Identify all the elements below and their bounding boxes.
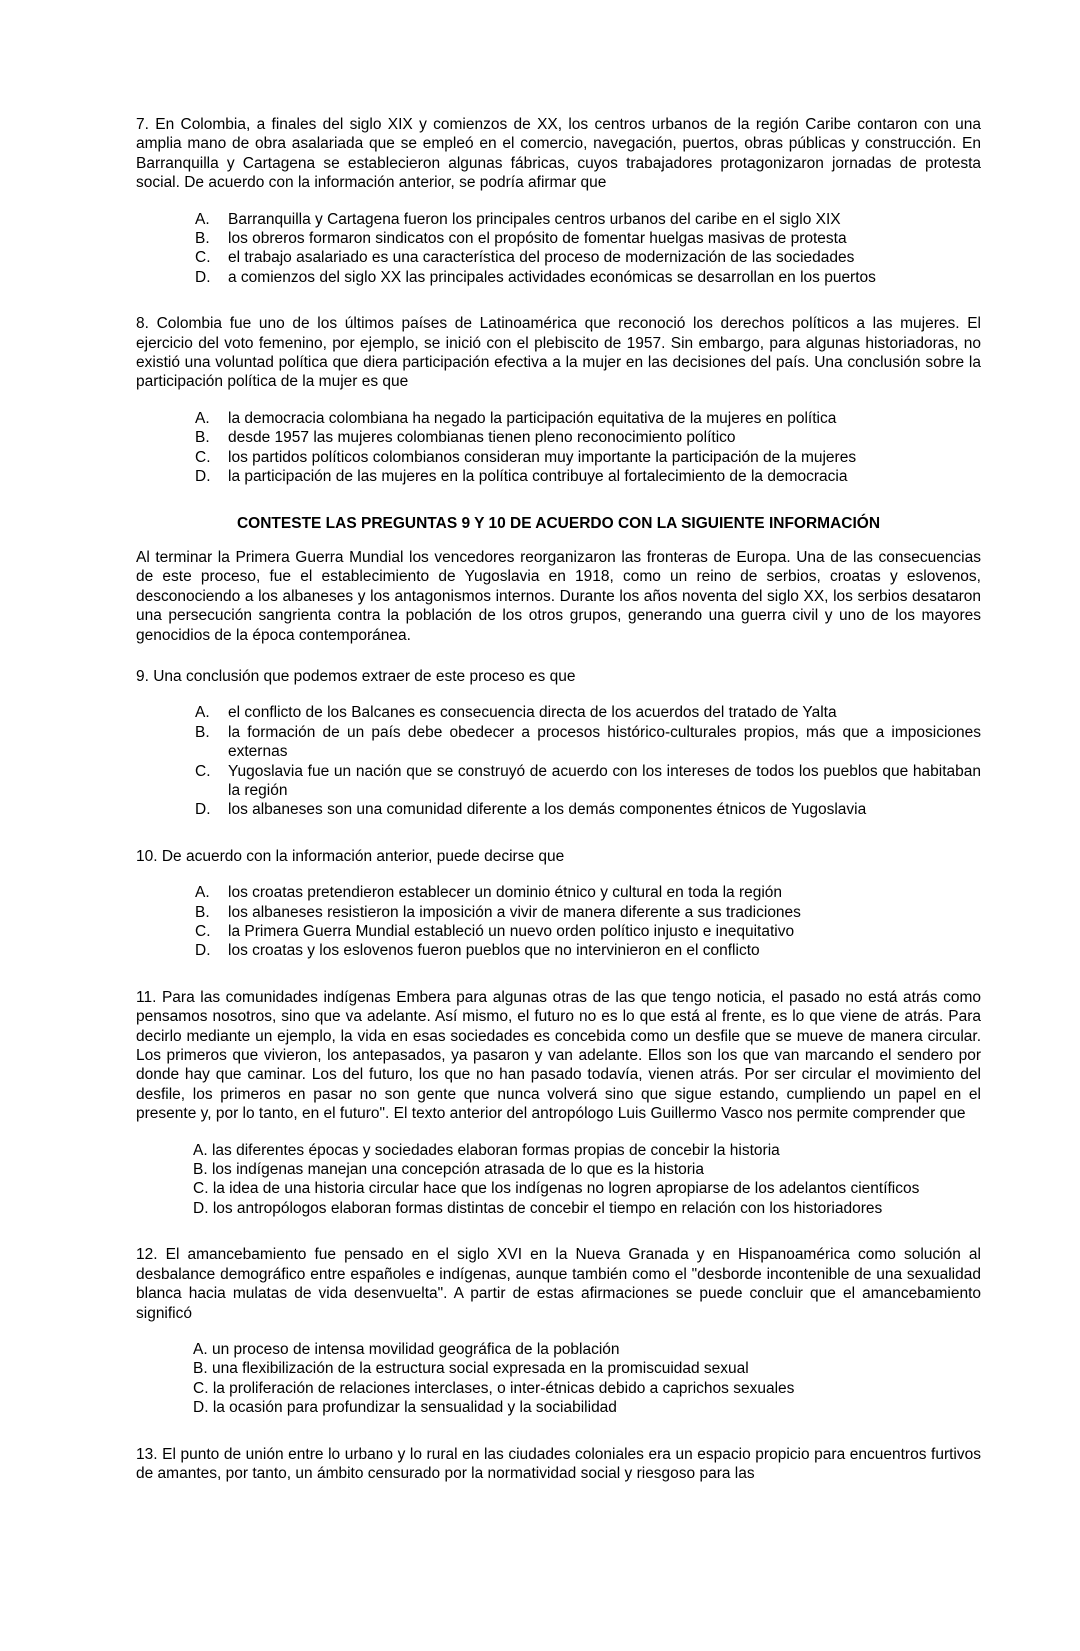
- option-letter: C.: [195, 448, 211, 466]
- option-item: [193, 1199, 981, 1218]
- option-item: [193, 1179, 981, 1198]
- option-text: Yugoslavia fue un nación que se construyó de acuerdo con los intereses de todos los pueblos que habitaban la región: [228, 762, 981, 799]
- option-item: [193, 1160, 981, 1179]
- option-letter: A.: [195, 210, 210, 228]
- option-text: la Primera Guerra Mundial estableció un nuevo orden político injusto e inequitativo: [228, 923, 795, 940]
- option-item: [195, 210, 981, 229]
- option-item: [195, 467, 981, 486]
- option-text: a comienzos del siglo XX las principales actividades económicas se desarrollan en los puertos: [228, 268, 876, 286]
- option-text: un proceso de intensa movilidad geográfica de la población: [211, 1340, 620, 1358]
- question-stem: 10. De acuerdo con la información anterior, puede decirse que: [136, 847, 565, 865]
- option-text: la idea de una historia circular hace que los indígenas no logren apropiarse de los adelantos científicos: [212, 1180, 920, 1198]
- question-block-12: [136, 1245, 981, 1417]
- option-item: [195, 903, 981, 922]
- exam-content: [136, 115, 981, 1483]
- option-letter: A.: [193, 1141, 208, 1159]
- option-text: los antropólogos elaboran formas distintas de concebir el tiempo en relación con los historiadores: [212, 1199, 883, 1217]
- option-letter: C.: [195, 923, 211, 940]
- option-item: [195, 883, 981, 902]
- option-letter: B.: [193, 1360, 208, 1378]
- option-letter: C.: [193, 1180, 209, 1198]
- option-text: las diferentes épocas y sociedades elaboran formas propias de concebir la historia: [211, 1141, 780, 1159]
- option-item: [195, 409, 981, 428]
- question-block-7: [136, 115, 981, 287]
- option-letter: B.: [195, 723, 210, 741]
- question-block-8: [136, 314, 981, 486]
- option-letter: D.: [195, 801, 211, 819]
- option-text: la proliferación de relaciones interclases, o inter-étnicas debido a caprichos sexuales: [212, 1379, 795, 1397]
- question-stem: 8. Colombia fue uno de los últimos países de Latinoamérica que reconoció los derechos políticos a las mujeres. El ejercicio del voto femenino, por ejemplo, se inició con el plebiscito de 1957. Sin embargo, para algunas historiadoras, no existió una voluntad política que diera participación efectiva a la mujer en las decisiones del país. Una conclusión sobre la participación política de la mujer es que: [136, 315, 981, 391]
- option-item: [195, 428, 981, 447]
- option-item: [195, 268, 981, 287]
- option-letter: D.: [193, 1399, 209, 1417]
- option-letter: B.: [195, 230, 210, 248]
- option-letter: A.: [193, 1340, 208, 1358]
- question-block-11: [136, 988, 981, 1218]
- option-item: [195, 762, 981, 801]
- option-text: los indígenas manejan una concepción atrasada de lo que es la historia: [211, 1161, 704, 1179]
- option-letter: B.: [195, 903, 210, 921]
- question-stem: 7. En Colombia, a finales del siglo XIX y comienzos de XX, los centros urbanos de la región Caribe contaron con una amplia mano de obra asalariada que se empleó en el comercio, navegación, puertos, obras públicas y construcción. En Barranquilla y Cartagena se establecieron algunas fábricas, cuyos trabajadores protagonizaron jornadas de protesta social. De acuerdo con la información anterior, se podría afirmar que: [136, 116, 981, 192]
- question-stem: 12. El amancebamiento fue pensado en el siglo XVI en la Nueva Granada y en Hispanoamérica como solución al desbalance demográfico entre españoles e indígenas, aunque también como el "desborde incontenible de una sexualidad blanca hacia mulatas de vida desenvuelta". A partir de estas afirmaciones se puede concluir que el amancebamiento significó: [136, 1246, 981, 1322]
- option-item: [195, 248, 981, 267]
- question-13-partial: 13. El punto de unión entre lo urbano y lo rural en las ciudades coloniales era un espacio propicio para encuentros furtivos de amantes, por tanto, un ámbito censurado por la normatividad social y riesgoso para las: [136, 1445, 981, 1482]
- option-item: [195, 703, 981, 722]
- option-text: la formación de un país debe obedecer a procesos histórico-culturales propios, más que a imposiciones externas: [228, 723, 981, 761]
- option-letter: D.: [193, 1199, 209, 1217]
- option-item: [195, 941, 981, 960]
- option-item: [195, 448, 981, 467]
- options-list: [136, 1141, 981, 1219]
- option-text: los croatas pretendieron establecer un dominio étnico y cultural en toda la región: [228, 884, 783, 902]
- section-header: CONTESTE LAS PREGUNTAS 9 Y 10 DE ACUERDO CON LA SIGUIENTE INFORMACIÓN: [236, 514, 881, 532]
- option-text: una flexibilización de la estructura social expresada en la promiscuidad sexual: [211, 1360, 749, 1378]
- option-item: [193, 1379, 981, 1398]
- options-list: [136, 409, 981, 487]
- option-letter: D.: [195, 942, 211, 960]
- option-item: [193, 1340, 981, 1359]
- option-text: Barranquilla y Cartagena fueron los principales centros urbanos del caribe en el siglo XIX: [228, 210, 841, 228]
- option-text: la democracia colombiana ha negado la participación equitativa de la mujeres en política: [228, 409, 837, 427]
- option-text: el trabajo asalariado es una característica del proceso de modernización de las sociedades: [228, 249, 855, 267]
- option-text: los albaneses resistieron la imposición a vivir de manera diferente a sus tradiciones: [228, 903, 801, 921]
- options-list: [136, 1340, 981, 1418]
- question-block-10: [136, 847, 981, 961]
- option-text: los albaneses son una comunidad diferente a los demás componentes étnicos de Yugoslavia: [228, 801, 867, 819]
- option-text: la participación de las mujeres en la política contribuye al fortalecimiento de la democracia: [228, 468, 848, 486]
- option-item: [195, 800, 981, 819]
- option-text: los obreros formaron sindicatos con el propósito de fomentar huelgas masivas de protesta: [228, 230, 847, 248]
- option-text: los croatas y los eslovenos fueron pueblos que no intervinieron en el conflicto: [228, 942, 760, 960]
- option-letter: C.: [193, 1379, 209, 1397]
- option-letter: A.: [195, 704, 210, 722]
- option-letter: C.: [195, 762, 211, 780]
- option-letter: D.: [195, 468, 211, 486]
- option-text: el conflicto de los Balcanes es consecuencia directa de los acuerdos del tratado de Yalta: [228, 704, 837, 722]
- option-letter: C.: [195, 249, 211, 267]
- option-item: [193, 1141, 981, 1160]
- option-text: la ocasión para profundizar la sensualidad y la sociabilidad: [212, 1399, 617, 1417]
- option-text: desde 1957 las mujeres colombianas tienen pleno reconocimiento político: [228, 429, 736, 447]
- options-list: [136, 703, 981, 819]
- question-stem: 11. Para las comunidades indígenas Embera para algunas otras de las que tengo noticia, el pasado no está atrás como pensamos nosotros, sino que va adelante. Así mismo, el futuro no es lo que está al frente, es lo que viene de atrás. Para decirlo mediante un ejemplo, la vida en esas sociedades es concebida como un desfile que se mueve de manera circular. Los primeros que vivieron, los antepasados, ya pasaron y van adelante. Ellos son los que van marcando el sendero por donde hay que caminar. Los del futuro, los que no han pasado todavía, vienen atrás. Por ser circular el movimiento del desfile, los primeros en pasar no son gente que nunca volverá sino que sigue estando, cumpliendo un papel en el presente y, por lo tanto, en el futuro". El texto anterior del antropólogo Luis Guillermo Vasco nos permite comprender que: [136, 988, 981, 1123]
- option-item: [195, 922, 981, 941]
- option-letter: D.: [195, 268, 211, 286]
- options-list: [136, 210, 981, 288]
- option-letter: A.: [195, 409, 210, 427]
- option-item: [195, 229, 981, 248]
- option-letter: B.: [195, 429, 210, 447]
- option-item: [195, 723, 981, 762]
- option-letter: B.: [193, 1161, 208, 1179]
- option-letter: A.: [195, 884, 210, 902]
- info-paragraph: Al terminar la Primera Guerra Mundial los vencedores reorganizaron las fronteras de Europa. Una de las consecuencias de este proceso, fue el establecimiento de Yugoslavia en 1918, como un reino de serbios, croatas y eslovenos, desconociendo a los albaneses y los antagonismos internos. Durante los años noventa del siglo XX, los serbios desataron una persecución sangrienta contra la población de los otros grupos, generando una guerra civil y uno de los mayores genocidios de la época contemporánea.: [136, 548, 981, 644]
- option-text: los partidos políticos colombianos consideran muy importante la participación de la mujeres: [228, 448, 857, 466]
- question-block-9: [136, 667, 981, 820]
- question-stem: 9. Una conclusión que podemos extraer de este proceso es que: [136, 667, 576, 685]
- option-item: [193, 1359, 981, 1378]
- option-item: [193, 1398, 981, 1417]
- options-list: [136, 883, 981, 961]
